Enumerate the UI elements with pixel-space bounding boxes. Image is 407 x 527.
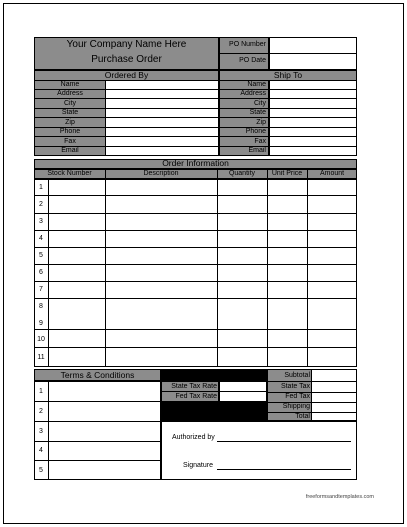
ordered-by-title: Ordered By [104,70,149,80]
order-row-number-6: 6 [39,269,43,276]
ship-to-label-zip: Zip [256,119,266,126]
state-tax-rate-label: State Tax Rate [171,383,217,390]
shipping-label: Shipping [282,403,310,410]
ordered-by-fields[interactable] [105,80,219,156]
ship-to-label-phone: Phone [245,128,266,135]
column-quantity: Quantity [228,170,256,177]
order-row-number-11: 11 [37,354,45,361]
footer-credit: freeformsandtemplates.com [305,494,374,500]
order-row-number-1: 1 [39,184,43,191]
order-row-number-5: 5 [39,252,43,259]
column-description: Description [143,170,179,177]
order-row-number-10: 10 [37,336,45,343]
signature-line[interactable] [217,469,351,470]
order-items-grid[interactable] [34,179,357,367]
ship-to-title: Ship To [273,70,303,80]
po-number-field[interactable] [269,37,357,54]
ship-to-label-state: State [249,109,266,116]
company-name: Your Company Name Here [66,39,187,50]
terms-row-number-3: 3 [39,428,43,435]
terms-row-number-2: 2 [39,408,43,415]
authorized-by-label: Authorized by [172,434,215,441]
total-label: Total [295,413,310,420]
document-title: Purchase Order [91,54,162,65]
fed-tax-rate-field[interactable] [219,391,267,402]
tax-rate-footer-bar [161,402,267,421]
subtotal-label: Subtotal [284,372,310,379]
column-amount: Amount [319,170,345,177]
ordered-by-label-city: City [63,100,77,107]
ship-to-fields[interactable] [269,80,357,156]
order-row-number-3: 3 [39,218,43,225]
ordered-by-label-fax: Fax [64,138,76,145]
order-info-title: Order Information [162,158,229,168]
fed-tax-label: Fed Tax [285,393,310,400]
ship-to-label-city: City [253,100,266,107]
po-date-label: PO Date [239,57,266,64]
terms-row-number-4: 4 [39,447,43,454]
state-tax-label: State Tax [280,383,310,390]
terms-grid[interactable] [34,381,161,480]
order-row-number-9: 9 [39,320,43,327]
ship-to-label-email: Email [248,147,266,154]
order-row-number-7: 7 [39,286,43,293]
terms-row-number-1: 1 [39,388,43,395]
ship-to-label-address: Address [240,90,266,97]
ordered-by-label-email: Email [61,147,79,154]
ordered-by-label-state: State [61,109,79,116]
order-row-number-2: 2 [39,201,43,208]
po-date-field[interactable] [269,53,357,70]
ordered-by-label-name: Name [60,81,80,88]
fed-tax-rate-label: Fed Tax Rate [175,393,217,400]
ship-to-label-name: Name [247,81,266,88]
column-unit-price: Unit Price [271,170,303,177]
signature-label: Signature [183,462,213,469]
ship-to-label-fax: Fax [254,138,266,145]
column-stock-number: Stock Number [47,170,92,177]
terms-row-number-5: 5 [39,467,43,474]
authorization-box [161,421,357,480]
authorized-by-line[interactable] [217,441,351,442]
purchase-order-form [3,3,404,524]
ordered-by-label-phone: Phone [59,128,81,135]
order-row-number-8: 8 [39,303,43,310]
terms-title: Terms & Conditions [60,370,135,380]
po-number-label: PO Number [229,41,266,48]
ordered-by-label-address: Address [57,90,83,97]
tax-rate-header-bar [161,369,267,381]
totals-fields[interactable] [311,369,357,421]
ordered-by-label-zip: Zip [65,119,75,126]
order-row-number-4: 4 [39,235,43,242]
